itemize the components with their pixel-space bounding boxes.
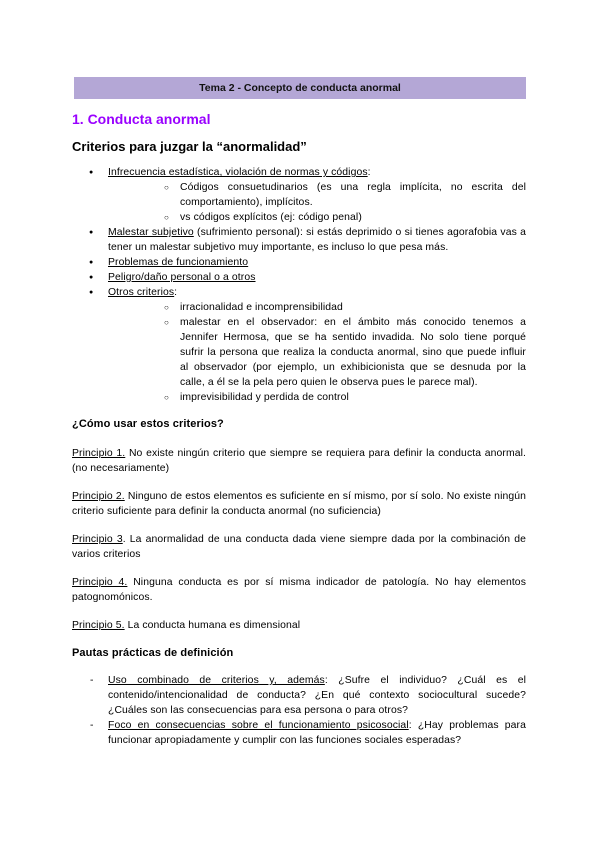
principle-label: Principio 1. xyxy=(72,448,126,459)
criteria-item-title: Malestar subjetivo xyxy=(108,227,194,238)
criteria-item xyxy=(72,225,526,255)
criteria-list xyxy=(72,165,526,405)
criteria-item-text: (sufrimiento personal): si estás deprimido o si tienes agorafobia vas a tener un malestar subjetivo muy importante, es incluso lo que pesa más. xyxy=(108,227,526,253)
guideline-item xyxy=(72,673,526,718)
criteria-item xyxy=(72,165,526,225)
criteria-subitem: ○ Códigos consuetudinarios (es una regla implícita, no escrita del comportamiento), implícitos. xyxy=(108,180,526,210)
guideline-text: : ¿Sufre el individuo? ¿Cuál es el contenido/intencionalidad de conducta? ¿En qué contexto sociocultural sucede? ¿Cuáles son las consecuencias para esa persona o para otros? xyxy=(108,675,526,716)
principle-text: Ninguna conducta es por sí misma indicador de patología. No hay elementos patognomónicos. xyxy=(72,577,526,603)
usage-heading: ¿Cómo usar estos criterios? xyxy=(72,418,224,430)
guidelines-heading: Pautas prácticas de definición xyxy=(72,647,234,659)
principle-paragraph xyxy=(72,575,526,605)
criteria-sublist xyxy=(108,300,526,405)
criteria-item-title: Infrecuencia estadística, violación de normas y códigos xyxy=(108,167,368,178)
criteria-item xyxy=(72,255,526,270)
principle-label: Principio 5. xyxy=(72,620,125,631)
guideline-item xyxy=(72,718,526,748)
guidelines-list xyxy=(72,673,526,748)
guideline-title: Foco en consecuencias sobre el funcionamiento psicosocial xyxy=(108,720,409,731)
principle-text: Ninguno de estos elementos es suficiente en sí mismo, por sí solo. No existe ningún criterio suficiente para definir la conducta anormal (no suficiencia) xyxy=(72,491,526,517)
principle-text: . La anormalidad de una conducta dada viene siempre dada por la combinación de varios criterios xyxy=(72,534,526,560)
section-title: 1. Conducta anormal xyxy=(72,111,211,127)
guideline-text: : ¿Hay problemas para funcionar apropiadamente y cumplir con las funciones sociales esperadas? xyxy=(108,720,526,746)
criteria-item xyxy=(72,270,526,285)
principle-paragraph xyxy=(72,489,526,519)
document-header-banner xyxy=(74,77,526,99)
criteria-item xyxy=(72,285,526,405)
principle-label: Principio 2. xyxy=(72,491,125,502)
criteria-sublist xyxy=(108,180,526,225)
principle-label: Principio 3 xyxy=(72,534,123,545)
principle-paragraph xyxy=(72,532,526,562)
criteria-item-title: Otros criterios xyxy=(108,287,175,298)
document-body xyxy=(72,165,526,748)
principle-paragraph xyxy=(72,618,526,633)
criteria-item-title: Problemas de funcionamiento xyxy=(108,257,249,268)
principle-label: Principio 4. xyxy=(72,577,128,588)
criteria-item-text: : xyxy=(174,287,178,298)
principle-paragraph xyxy=(72,446,526,476)
document-header-title: Tema 2 - Concepto de conducta anormal xyxy=(199,82,401,94)
criteria-heading: Criterios para juzgar la “anormalidad” xyxy=(72,139,307,154)
criteria-item-title: Peligro/daño personal o a otros xyxy=(108,272,256,283)
guideline-title: Uso combinado de criterios y, además xyxy=(108,675,325,686)
principle-text: La conducta humana es dimensional xyxy=(124,620,301,631)
criteria-item-text: : xyxy=(367,167,371,178)
criteria-subitem: ○ imprevisibilidad y perdida de control xyxy=(108,390,526,405)
criteria-subitem: ○ malestar en el observador: en el ámbito más conocido tenemos a Jennifer Hermosa, que se ha sentido invadida. No solo tiene porqué sufrir la persona que realiza la conducta anormal, sino que puede influir al observador (por ejemplo, un exhibicionista que se desnuda por la calle, a él se la pela pero quien le observa pues le parece mal). xyxy=(108,315,526,390)
principle-text: No existe ningún criterio que siempre se requiera para definir la conducta anormal. (no necesariamente) xyxy=(72,448,526,474)
criteria-subitem: ○ vs códigos explícitos (ej: código penal) xyxy=(108,210,526,225)
criteria-subitem: ○ irracionalidad e incomprensibilidad xyxy=(108,300,526,315)
